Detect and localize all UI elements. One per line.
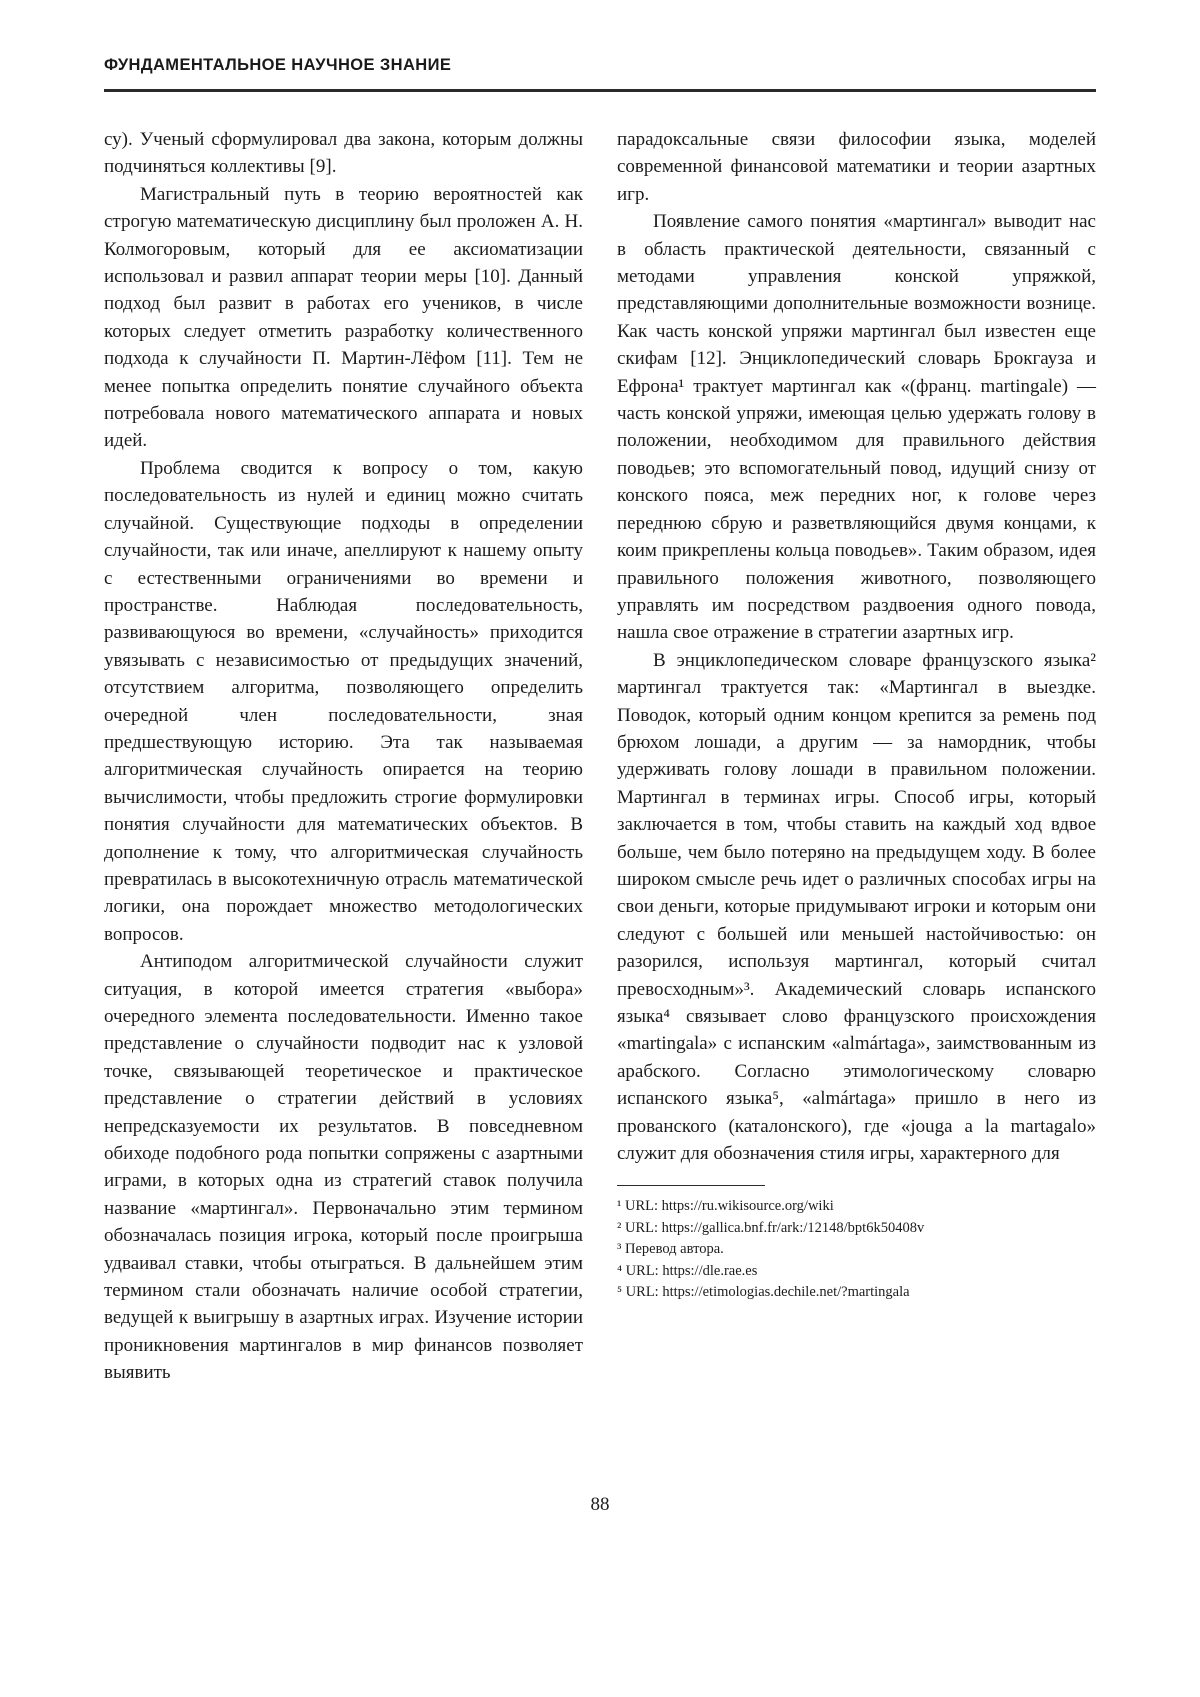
footnote: ⁵ URL: https://etimologias.dechile.net/?martingala: [617, 1284, 910, 1301]
page-header: [104, 56, 1096, 92]
paragraph: су). Ученый сформулировал два закона, которым должны подчиняться коллективы [9].: [104, 129, 583, 178]
footnote: ⁴ URL: https://dle.rae.es: [617, 1262, 758, 1279]
paragraph: В энциклопедическом словаре французского языка² мартингал трактуется так: «Мартингал в выездке. Поводок, который одним концом крепится за ремень под брюхом лошади, а другим — за намордник, чтобы удерживать голову лошади в правильном положении. Мартингал в терминах игры. Способ игры, который заключается в том, чтобы ставить на каждый ход вдвое больше, чем было потеряно на предыдущем ходу. В более широком смысле речь идет о различных способах игры на свои деньги, которые придумывают игроки и которым они следуют с большей или меньшей настойчивостью: он разорился, используя мартингал, который считал превосходным»³. Академический словарь испанского языка⁴ связывает слово французского происхождения «martingala» с испанским «almártaga», заимствованным из арабского. Согласно этимологическому словарю испанского языка⁵, «almártaga» пришло в него из прованского (каталонского), где «jouga a la martagalo» служит для обозначения стиля игры, характерного для: [617, 649, 1096, 1165]
right-column-paragraphs: [617, 126, 1096, 1167]
footnote: ² URL: https://gallica.bnf.fr/ark:/12148/bpt6k50408v: [617, 1219, 925, 1236]
paragraph: парадоксальные связи философии языка, моделей современной финансовой математики и теории азартных игр.: [617, 129, 1096, 205]
header-rule: [104, 89, 1096, 92]
paragraph: Магистральный путь в теорию вероятностей как строгую математическую дисциплину был проложен А. Н. Колмогоровым, который для ее аксиоматизации использовал и развил аппарат теории меры [10]. Данный подход был развит в работах его учеников, в числе которых следует отметить разработку количественного подхода к случайности П. Мартин-Лёфом [11]. Тем не менее попытка определить понятие случайного объекта потребовала нового математического аппарата и новых идей.: [104, 183, 583, 452]
page-number: 88: [590, 1494, 610, 1515]
paragraph: Появление самого понятия «мартингал» выводит нас в область практической деятельности, связанный с методами управления конской упряжкой, представляющими дополнительные возможности вознице. Как часть конской упряжи мартингал был известен еще скифам [12]. Энциклопедический словарь Брокгауза и Ефрона¹ трактует мартингал как «(франц. martingale) — часть конской упряжи, имеющая целью удержать голову в положении, необходимом для правильного действия поводьев; это вспомогательный повод, идущий снизу от конского пояса, меж передних ног, к голове через переднюю сбрую и разветвляющийся двумя концами, к коим прикреплены кольца поводьев». Таким образом, идея правильного положения животного, позволяющего управлять им посредством раздвоения одного повода, нашла свое отражение в стратегии азартных игр.: [617, 211, 1096, 644]
footnote-separator: [617, 1185, 765, 1186]
running-head: ФУНДАМЕНТАЛЬНОЕ НАУЧНОЕ ЗНАНИЕ: [104, 56, 452, 74]
left-column: [104, 126, 583, 1387]
paragraph: Антиподом алгоритмической случайности служит ситуация, в которой имеется стратегия «выбора» очередного элемента последовательности. Именно такое представление о случайности подводит нас к узловой точке, связывающей теоретическое и практическое представление о стратегии действий в условиях непредсказуемости их результатов. В повседневном обиходе подобного рода попытки сопряжены с азартными играми, в которых одна из стратегий ставок получила название «мартингал». Первоначально этим термином обозначалась позиция игрока, который после проигрыша удваивал ставки, чтобы отыграться. В дальнейшем этим термином стали обозначать наличие особой стратегии, ведущей к выигрышу в азартных играх. Изучение истории проникновения мартингалов в мир финансов позволяет выявить: [104, 951, 583, 1384]
footnote: ¹ URL: https://ru.wikisource.org/wiki: [617, 1198, 834, 1215]
footnote: ³ Перевод автора.: [617, 1241, 724, 1258]
paragraph: Проблема сводится к вопросу о том, какую последовательность из нулей и единиц можно считать случайной. Существующие подходы в определении случайности, так или иначе, апеллируют к нашему опыту с естественными ограничениями во времени и пространстве. Наблюдая последовательность, развивающуюся во времени, «случайность» приходится увязывать с независимостью от предыдущих значений, отсутствием алгоритма, позволяющего определить очередной член последовательности, зная предшествующую историю. Эта так называемая алгоритмическая случайность опирается на теорию вычислимости, чтобы предложить строгие формулировки понятия случайности для математических объектов. В дополнение к тому, что алгоритмическая случайность превратилась в высокотехничную отрасль математической логики, она порождает множество методологических вопросов.: [104, 457, 583, 945]
right-column: [617, 126, 1096, 1387]
text-body: [104, 126, 1096, 1387]
footnotes: [617, 1196, 1096, 1304]
footnotes-block: [617, 1185, 1096, 1304]
